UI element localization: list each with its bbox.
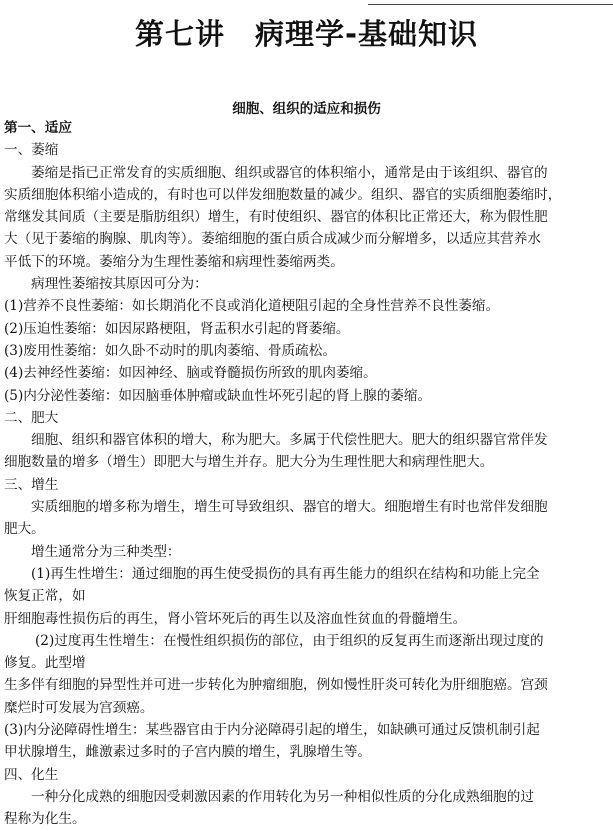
text-line: 糜烂时可发展为宫颈癌。	[4, 699, 154, 716]
page-title: 第七讲 病理学-基础知识	[134, 17, 479, 51]
text-line: 细胞数量的增多（增生）即肥大与增生并存。肥大分为生理性肥大和病理性肥大。	[4, 454, 494, 471]
text-line: 甲状腺增生，雌激素过多时的子宫内膜的增生，乳腺增生等。	[4, 744, 372, 761]
text-line: (2)压迫性萎缩：如因尿路梗阻，肾盂积水引起的肾萎缩。	[4, 320, 350, 337]
text-line: 肝细胞毒性损伤后的再生，肾小管坏死后的再生以及溶血性贫血的骨髓增生。	[4, 610, 467, 627]
text-line: (5)内分泌性萎缩：如因脑垂体肿瘤或缺血性坏死引起的肾上腺的萎缩。	[4, 387, 432, 404]
text-line: 第一、适应	[4, 120, 72, 136]
text-line: 细胞、组织和器官体积的增大，称为肥大。多属于代偿性肥大。肥大的组织器官常伴发	[31, 432, 548, 449]
text-line: (3)废用性萎缩：如久卧不动时的肌肉萎缩、骨质疏松。	[4, 342, 336, 359]
text-line: 修复。此型增	[4, 655, 86, 672]
text-line: 一、萎缩	[4, 142, 59, 159]
text-line: 三、增生	[4, 476, 59, 493]
text-line: (1)营养不良性萎缩：如长期消化不良或消化道梗阻引起的全身性营养不良性萎缩。	[4, 298, 500, 315]
text-line: 萎缩是指已正常发育的实质细胞、组织或器官的体积缩小，通常是由于该组织、器官的	[31, 164, 548, 181]
text-line: 四、化生	[4, 766, 59, 783]
text-line: 二、肥大	[4, 409, 59, 426]
section-title: 细胞、组织的适应和损伤	[232, 101, 381, 117]
text-line: 病理性萎缩按其原因可分为：	[31, 276, 208, 293]
text-line: 生多伴有细胞的异型性并可进一步转化为肿瘤细胞，例如慢性肝炎可转化为肝细胞癌。宫颈	[4, 677, 548, 694]
header-rule	[368, 4, 613, 5]
text-line: 恢复正常，如	[4, 588, 86, 605]
text-line: (2)过度再生性增生：在慢性组织损伤的部位，由于组织的反复再生而逐渐出现过度的	[35, 632, 544, 649]
text-line: 大（见于萎缩的胸腺、肌肉等）。萎缩细胞的蛋白质合成减少而分解增多，以适应其营养水	[4, 231, 541, 248]
text-line: 实质细胞体积缩小造成的，有时也可以伴发细胞数量的减少。组织、器官的实质细胞萎缩时，	[4, 186, 562, 203]
text-line: 程称为化生。	[4, 811, 86, 828]
text-line: 平低下的环境。萎缩分为生理性萎缩和病理性萎缩两类。	[4, 253, 344, 270]
text-line: 常继发其间质（主要是脂肪组织）增生，有时使组织、器官的体积比正常还大，称为假性肥	[4, 209, 548, 226]
text-line: 实质细胞的增多称为增生，增生可导致组织、器官的增大。细胞增生有时也常伴发细胞	[31, 499, 548, 516]
text-line: (3)内分泌障碍性增生：某些器官由于内分泌障碍引起的增生，如缺碘可通过反馈机制引起	[4, 722, 540, 739]
text-line: (4)去神经性萎缩：如因神经、脑或脊髓损伤所致的肌肉萎缩。	[4, 365, 377, 382]
text-line: 肥大。	[4, 521, 45, 538]
text-line: 一种分化成熟的细胞因受刺激因素的作用转化为另一种相似性质的分化成熟细胞的过	[31, 788, 534, 805]
text-line: 增生通常分为三种类型：	[31, 543, 181, 560]
document-body	[4, 117, 604, 831]
text-line: (1)再生性增生：通过细胞的再生使受损伤的具有再生能力的组织在结构和功能上完全	[31, 565, 540, 582]
